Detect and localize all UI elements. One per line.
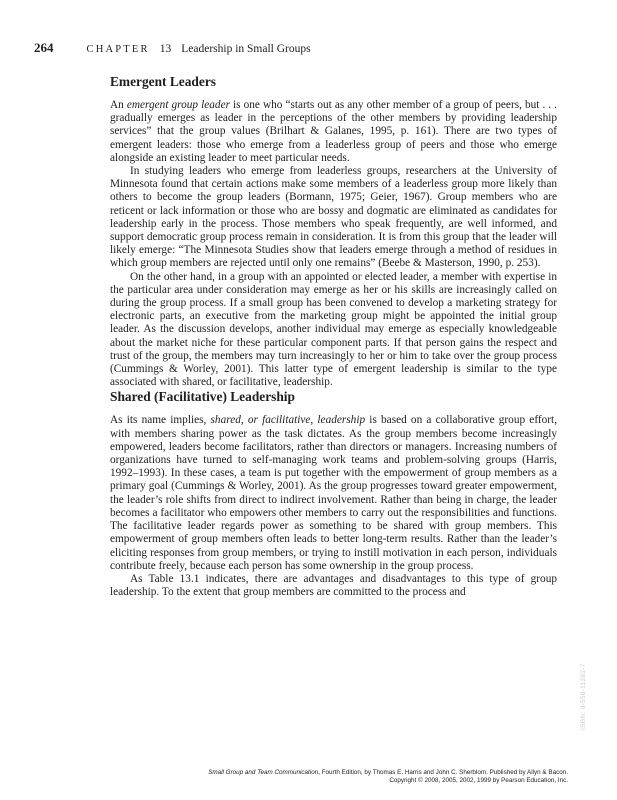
- paragraph: [110, 414, 557, 572]
- section-heading-emergent-leaders: Emergent Leaders: [110, 74, 216, 89]
- footer-book-title: Small Group and Team Communication: [208, 769, 319, 776]
- isbn-text: ISBN: 0-558-11282-7: [580, 663, 587, 730]
- text-run: An: [110, 99, 127, 111]
- section-heading-shared-leadership: Shared (Facilitative) Leadership: [110, 389, 295, 405]
- text-run: is one who “starts out as any other member of a group of peers, but . . . gradually emerges as leader in the perceptions of the other members by providing leadership services” that the group values (Brilhart & Galanes, 1995, p. 161). There are two types of emergent leaders: those who emerge from a leaderless group of peers and those who emerge alongside an existing leader to meet particular needs.: [110, 99, 557, 164]
- term-emergent-group-leader: emergent group leader: [126, 99, 230, 111]
- paragraph: [110, 99, 557, 165]
- text-run: is based on a collaborative group effort, with members sharing power as the task dictates. As the group members become increasingly empowered, leaders become facilitators, rather than directors or managers. Increasing numbers of organizations have turned to self-managing work teams and problem-solving groups (Harris, 1992–1993). In these cases, a team is put together with the empowerment of group members as a primary goal (Cummings & Worley, 2001). As the group progresses toward greater empowerment, the leader’s role shifts from direct to indirect involvement. Rather than being in charge, the leader becomes a facilitator who empowers other members to carry out the responsibilities and functions. The facilitative leader regards power as something to be shared with group members. This empowerment of group members often leads to better long-term results. Rather than the leader’s eliciting responses from group members, or trying to instill motivation in each person, individuals contribute freely, because each person has some ownership in the group process.: [110, 414, 558, 572]
- isbn-watermark: [580, 660, 590, 730]
- running-head: [34, 40, 311, 56]
- page-number: 264: [34, 40, 54, 55]
- paragraph: As Table 13.1 indicates, there are advantages and disadvantages to this type of group leadership. To the extent that group members are committed to the process and: [110, 572, 557, 599]
- chapter-number: 13: [159, 43, 172, 55]
- text-run: As its name implies,: [110, 414, 211, 427]
- footer-line-1: [208, 769, 568, 777]
- footer-publication: , Fourth Edition, by Thomas E. Harris and John C. Sherblom. Published by Allyn & Bacon.: [318, 769, 568, 776]
- footer-line-2: Copyright © 2008, 2005, 2002, 1999 by Pearson Education, Inc.: [389, 777, 568, 784]
- copyright-footer: [208, 769, 568, 785]
- page-body: [110, 74, 557, 599]
- term-shared-leadership: shared, or facilitative, leadership: [210, 414, 366, 427]
- chapter-label: CHAPTER: [86, 44, 150, 55]
- chapter-title: Leadership in Small Groups: [181, 43, 311, 55]
- paragraph: In studying leaders who emerge from leaderless groups, researchers at the University of Minnesota found that certain actions make some members of a leaderless group more likely than others to become the group leaders (Bormann, 1975; Geier, 1967). Group members who are reticent or lack information or those who are bossy and dogmatic are eliminated as candidates for leadership early in the process. Those members who speak frequently, are well informed, and support democratic group process remain in consideration. It is from this group that the leader will likely emerge: “The Minnesota Studies show that leaders emerge through a method of residues in which group members are rejected until only one remains” (Beebe & Masterson, 1990, p. 253).: [110, 165, 557, 270]
- paragraph: On the other hand, in a group with an appointed or elected leader, a member with expertise in the particular area under consideration may emerge as her or his skills are increasingly called on during the group process. If a small group has been convened to develop a marketing strategy for electronic parts, an executive from the marketing group might be appointed the initial group leader. As the discussion develops, another individual may emerge as especially knowledgeable about the market niche for these particular component parts. If that person gains the respect and trust of the group, the members may turn increasingly to her or him to take over the group process (Cummings & Worley, 2001). This latter type of emergent leadership is similar to the type associated with shared, or facilitative, leadership.: [110, 270, 557, 389]
